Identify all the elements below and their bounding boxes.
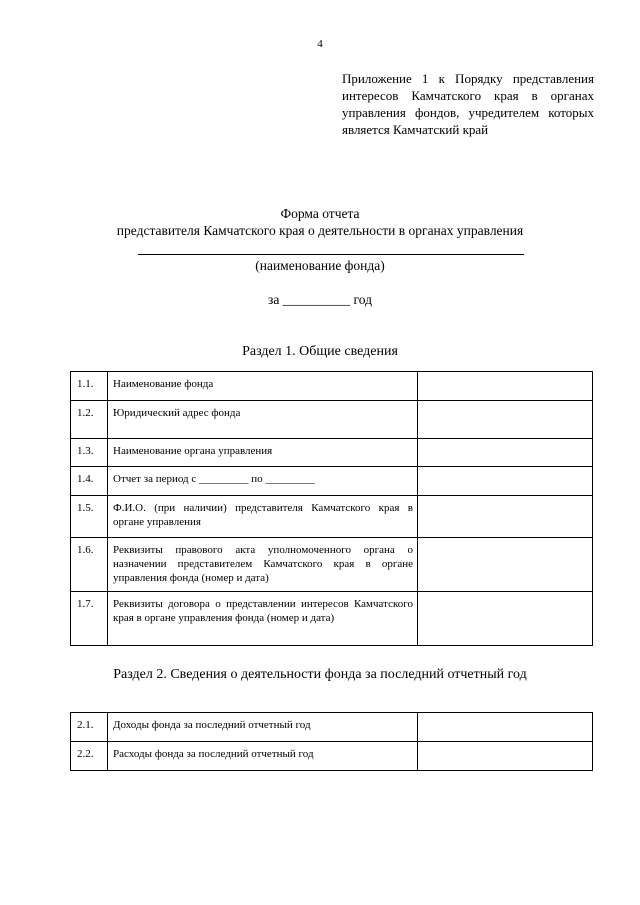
row-label: Ф.И.О. (при наличии) представителя Камчатского края в органе управления [108,496,418,538]
row-value [418,742,593,771]
row-number: 1.2. [71,401,108,439]
table-row [71,439,593,467]
fund-name-caption: (наименование фонда) [255,258,385,273]
row-value [418,467,593,496]
row-number: 1.6. [71,538,108,592]
form-subtitle: представителя Камчатского края о деятельности в органах управления [116,223,524,238]
row-number: 1.1. [71,372,108,401]
table-row [71,592,593,646]
section2-heading: Раздел 2. Сведения о деятельности фонда за последний отчетный год [113,667,527,682]
appendix-note: Приложение 1 к Порядку представления интересов Камчатского края в органах управления фондов, учредителем которых является Камчатский край [342,71,594,137]
table-row [71,713,593,742]
row-number: 2.2. [71,742,108,771]
row-value [418,372,593,401]
row-number: 1.7. [71,592,108,646]
table-row [71,372,593,401]
row-label: Отчет за период с _________ по _________ [108,467,418,496]
row-label: Доходы фонда за последний отчетный год [108,713,418,742]
row-number: 1.4. [71,467,108,496]
row-number: 1.5. [71,496,108,538]
row-number: 2.1. [71,713,108,742]
table-row [71,538,593,592]
general-info-table [70,371,593,646]
row-label: Реквизиты правового акта уполномоченного органа о назначении представителем Камчатского края в органе управления фонда (номер и дата) [108,538,418,592]
row-label: Расходы фонда за последний отчетный год [108,742,418,771]
section1-heading: Раздел 1. Общие сведения [242,344,398,359]
page-number: 4 [317,38,323,50]
table-row [71,401,593,439]
form-title: Форма отчета [280,206,360,221]
table-row [71,467,593,496]
row-value [418,592,593,646]
row-value [418,401,593,439]
row-label: Реквизиты договора о представлении интересов Камчатского края в органе управления фонда (номер и дата) [108,592,418,646]
activity-table [70,712,593,771]
row-label: Наименование органа управления [108,439,418,467]
row-value [418,538,593,592]
report-year-line: за __________ год [267,292,372,307]
row-label: Юридический адрес фонда [108,401,418,439]
row-value [418,496,593,538]
row-value [418,713,593,742]
fund-name-line [138,254,524,255]
row-value [418,439,593,467]
row-number: 1.3. [71,439,108,467]
row-label: Наименование фонда [108,372,418,401]
table-row [71,496,593,538]
table-row [71,742,593,771]
